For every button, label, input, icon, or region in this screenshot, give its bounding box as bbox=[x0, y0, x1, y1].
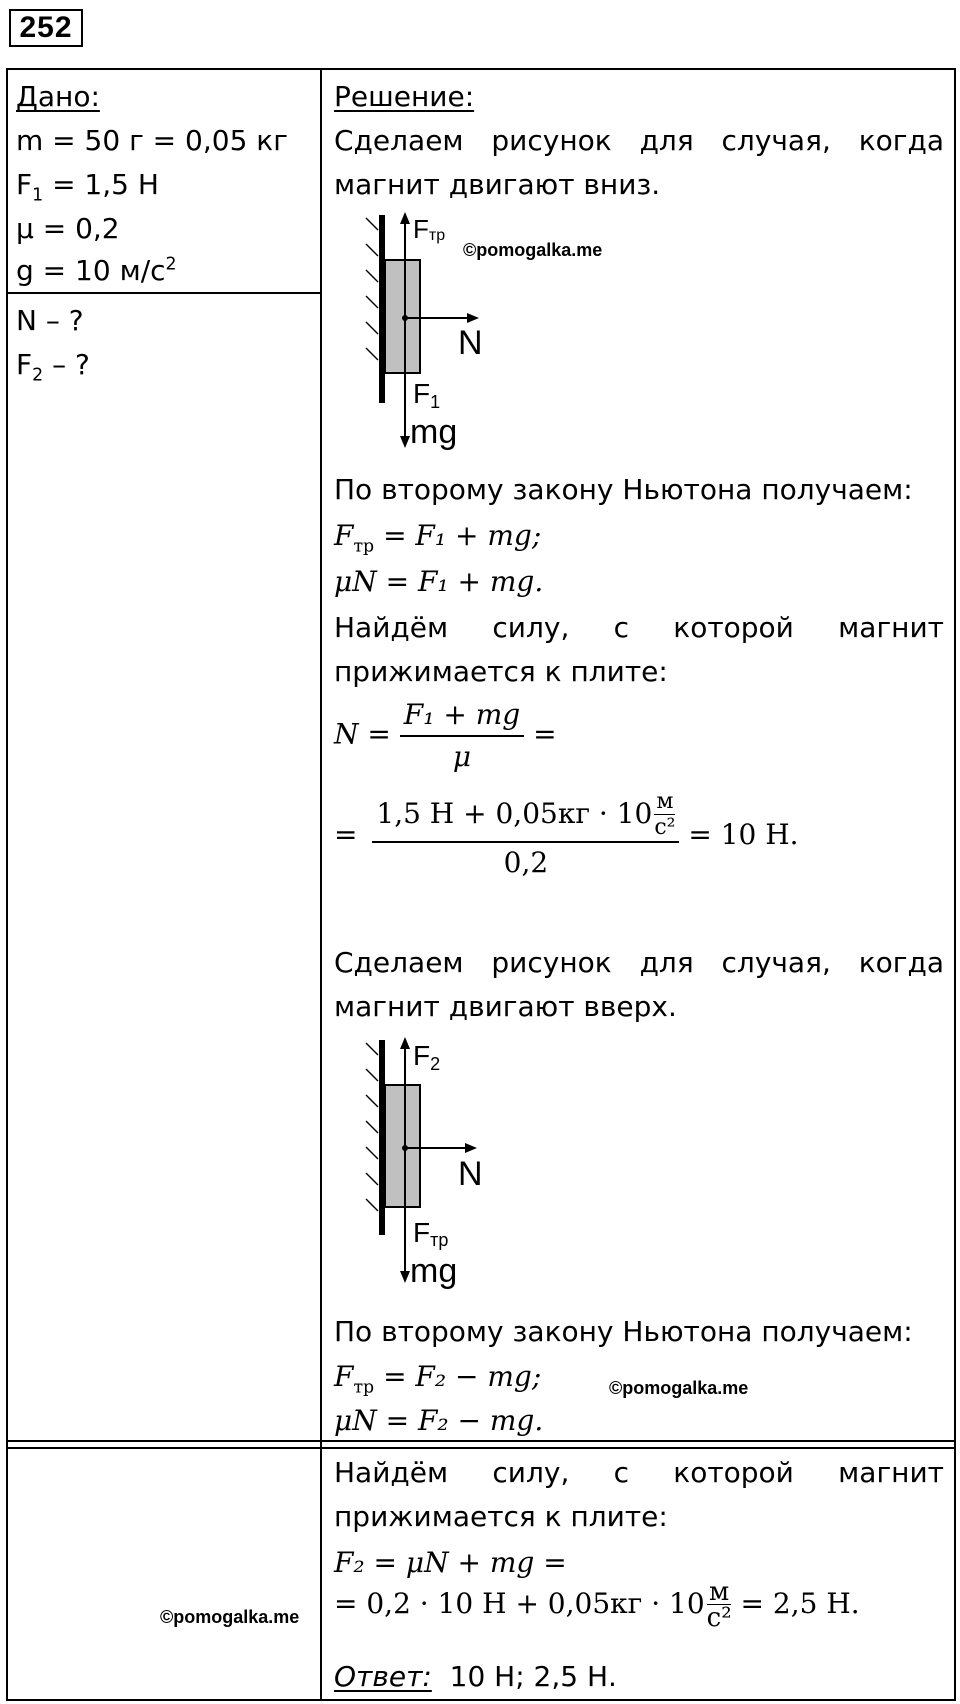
word: Найдём bbox=[334, 1456, 449, 1489]
word: магнит bbox=[838, 611, 944, 644]
n-result: = 10 Н. bbox=[688, 818, 799, 851]
word: Найдём bbox=[334, 611, 449, 644]
arrow-right-icon bbox=[465, 1143, 477, 1153]
arrow-up-icon bbox=[400, 212, 410, 224]
page-break-line-2 bbox=[6, 1447, 956, 1449]
table-column-divider bbox=[320, 68, 322, 1701]
word: магнит bbox=[838, 1456, 944, 1489]
label-f2: F2 bbox=[413, 1040, 441, 1074]
arrow-down-icon bbox=[400, 1271, 410, 1283]
f1-subscript: 1 bbox=[32, 185, 44, 206]
label-f1: F1 bbox=[413, 378, 441, 412]
paragraph-3-line-2: магнит двигают вверх. bbox=[334, 990, 677, 1023]
word: случая, bbox=[721, 946, 831, 979]
f2-symbol: F bbox=[16, 348, 33, 381]
word: для bbox=[639, 946, 694, 979]
magnet-block bbox=[385, 1085, 420, 1207]
newton-law-intro-2: По второму закону Ньютона получаем: bbox=[334, 1315, 913, 1348]
f1-value: = 1,5 Н bbox=[52, 168, 159, 201]
arrow-down-icon bbox=[400, 436, 410, 448]
problem-number: 252 bbox=[9, 9, 83, 47]
paragraph-1-line-1 bbox=[334, 119, 944, 163]
solution-header: Решение: bbox=[334, 80, 475, 113]
equation-1: $F_{тр} = F_1$ + mg; bbox=[334, 519, 542, 557]
word: случая, bbox=[721, 124, 831, 157]
word: когда bbox=[858, 124, 944, 157]
force-diagram-up bbox=[355, 1035, 495, 1295]
answer-label: Ответ: bbox=[334, 1660, 432, 1693]
word: силу, bbox=[492, 611, 570, 644]
word: рисунок bbox=[491, 946, 612, 979]
paragraph-3-line-1 bbox=[334, 941, 944, 985]
word: которой bbox=[673, 1456, 794, 1489]
label-mg: mg bbox=[410, 1252, 458, 1290]
equation-2: μN = F₁ + mg. bbox=[334, 565, 544, 598]
n-formula: N = $\frac{\text{F₁ + mg}}{\mu}$ = bbox=[334, 695, 557, 777]
arrow-right-icon bbox=[467, 313, 479, 323]
given-force-f1 bbox=[16, 163, 159, 207]
given-header: Дано: bbox=[16, 80, 100, 113]
f2-query: – ? bbox=[52, 348, 90, 381]
equation-4: μN = F₂ − mg. bbox=[334, 1404, 544, 1437]
watermark: ©pomogalka.me bbox=[160, 1607, 300, 1627]
paragraph-4-line-1 bbox=[334, 1451, 944, 1495]
table-right-border bbox=[954, 68, 956, 1701]
word: силу, bbox=[492, 1456, 570, 1489]
table-left-border bbox=[6, 68, 8, 1701]
arrow-up-icon bbox=[400, 1037, 410, 1049]
word: с bbox=[613, 611, 630, 644]
watermark: ©pomogalka.me bbox=[463, 240, 603, 260]
f2-calculation: = 0,2 · 10 Н + 0,05кг · 10 м с² = 2,5 Н. bbox=[334, 1577, 860, 1633]
paragraph-1-line-2: магнит двигают вниз. bbox=[334, 168, 661, 201]
gravity-value: g = 10 м/с bbox=[16, 254, 166, 287]
label-normal: N bbox=[458, 324, 483, 362]
word: рисунок bbox=[491, 124, 612, 157]
watermark: ©pomogalka.me bbox=[609, 1378, 749, 1398]
given-friction-coef: μ = 0,2 bbox=[16, 212, 120, 245]
word: для bbox=[639, 124, 694, 157]
f2-formula: F₂ = μN + mg = bbox=[334, 1546, 567, 1579]
find-normal-force: N – ? bbox=[16, 304, 84, 337]
paragraph-2-line-2: прижимается к плите: bbox=[334, 655, 668, 688]
gravity-exponent: 2 bbox=[165, 254, 177, 275]
newton-law-intro: По второму закону Ньютона получаем: bbox=[334, 473, 913, 506]
paragraph-2-line-1 bbox=[334, 606, 944, 650]
label-normal: N bbox=[458, 1155, 483, 1193]
label-mg: mg bbox=[410, 413, 458, 451]
n-calculation: = 1,5 Н + 0,05кг · 10 м с² 0,2 = 10 Н. bbox=[334, 789, 799, 879]
word: с bbox=[613, 1456, 630, 1489]
find-force-f2 bbox=[16, 343, 90, 387]
f2-result: = 2,5 Н. bbox=[740, 1587, 860, 1620]
given-gravity bbox=[16, 249, 177, 293]
table-bottom-border bbox=[6, 1699, 956, 1701]
answer-value: 10 Н; 2,5 Н. bbox=[449, 1660, 617, 1693]
word: Сделаем bbox=[334, 124, 464, 157]
given-mass: m = 50 г = 0,05 кг bbox=[16, 124, 288, 157]
label-f-friction: Fтр bbox=[413, 1217, 449, 1250]
answer-line bbox=[334, 1655, 617, 1699]
label-f-friction: Fтр bbox=[413, 214, 446, 244]
f1-symbol: F bbox=[16, 168, 33, 201]
table-top-border bbox=[6, 68, 956, 70]
word: когда bbox=[858, 946, 944, 979]
f2-subscript: 2 bbox=[32, 365, 44, 386]
equation-3: $F_{тр} = F_2$ − mg; bbox=[334, 1360, 542, 1398]
word: которой bbox=[673, 611, 794, 644]
word: Сделаем bbox=[334, 946, 464, 979]
paragraph-4-line-2: прижимается к плите: bbox=[334, 1500, 668, 1533]
